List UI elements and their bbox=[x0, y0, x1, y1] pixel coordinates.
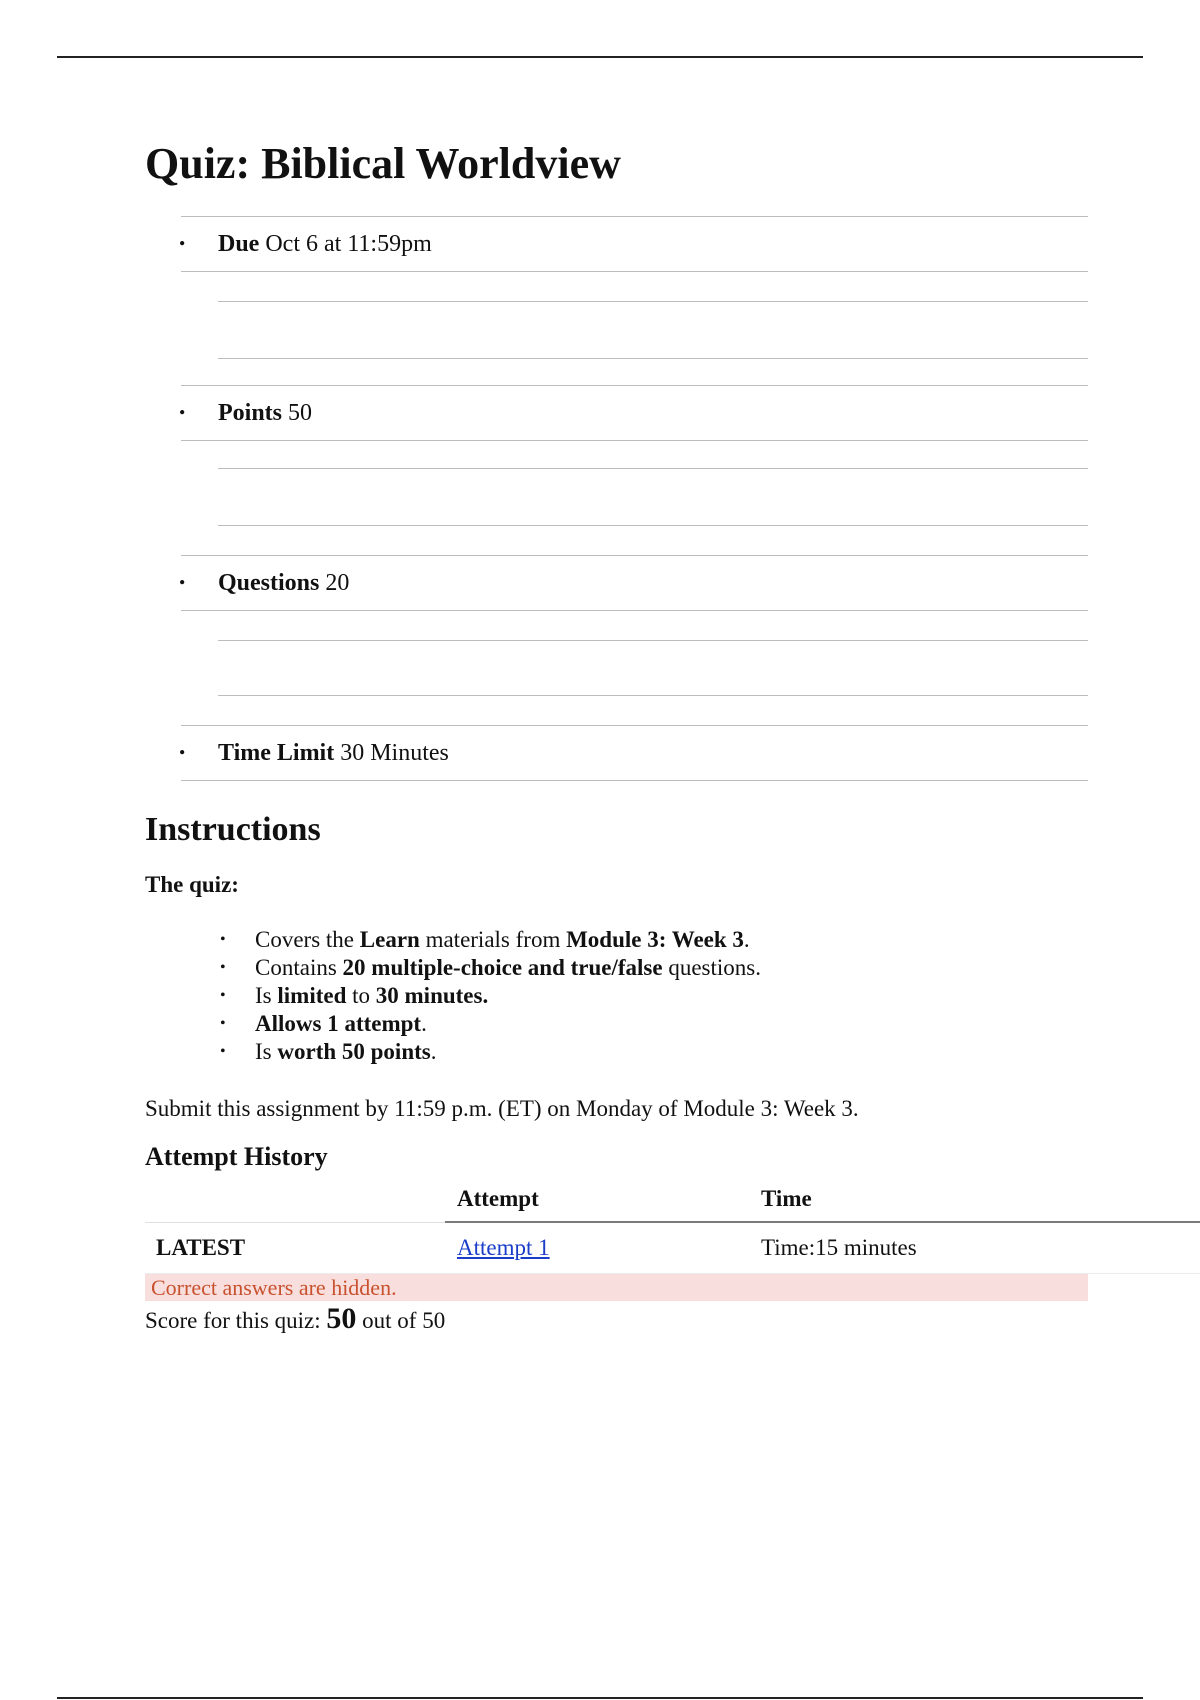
detail-row bbox=[181, 725, 1088, 781]
latest-label: LATEST bbox=[156, 1235, 246, 1260]
column-header-attempt: Attempt bbox=[457, 1186, 539, 1211]
instructions-list bbox=[220, 926, 761, 1066]
detail-row bbox=[181, 385, 1088, 441]
detail-label: Points bbox=[218, 399, 283, 426]
detail-value: 30 Minutes bbox=[340, 739, 449, 766]
score-suffix: out of 50 bbox=[356, 1308, 446, 1333]
answers-hidden-notice: Correct answers are hidden. bbox=[145, 1274, 1088, 1301]
text-run: Contains bbox=[255, 955, 343, 980]
detail-row bbox=[181, 216, 1088, 272]
quiz-details bbox=[181, 216, 1088, 781]
table-header-row bbox=[145, 1180, 1200, 1223]
detail-spacer bbox=[218, 272, 1088, 302]
text-run: Is bbox=[255, 1039, 278, 1064]
instructions-heading: Instructions bbox=[145, 811, 321, 848]
detail-gap bbox=[181, 526, 1088, 555]
score-value: 50 bbox=[326, 1302, 357, 1335]
detail-text bbox=[218, 400, 312, 427]
table-row bbox=[145, 1223, 1200, 1274]
instructions-intro: The quiz: bbox=[145, 872, 239, 897]
detail-spacer bbox=[218, 611, 1088, 641]
detail-gap bbox=[181, 696, 1088, 725]
detail-value: Oct 6 at 11:59pm bbox=[265, 230, 432, 257]
score-prefix: Score for this quiz: bbox=[145, 1308, 327, 1333]
list-item bbox=[220, 1038, 761, 1066]
page-title: Quiz: Biblical Worldview bbox=[145, 139, 621, 188]
text-run: materials from bbox=[419, 927, 567, 952]
detail-time-limit bbox=[181, 725, 1088, 781]
list-item bbox=[220, 954, 761, 982]
text-run: questions. bbox=[662, 955, 761, 980]
text-run-bold: worth 50 points bbox=[277, 1039, 431, 1064]
list-item bbox=[220, 1010, 761, 1038]
text-run-bold: 20 multiple-choice and true/false bbox=[342, 955, 663, 980]
detail-spacer bbox=[218, 641, 1088, 696]
text-run: . bbox=[430, 1039, 437, 1064]
attempt-history-heading: Attempt History bbox=[145, 1142, 328, 1171]
detail-text bbox=[218, 570, 349, 597]
detail-label: Time Limit bbox=[218, 739, 335, 766]
submit-note: Submit this assignment by 11:59 p.m. (ET) on Monday of Module 3: Week 3. bbox=[145, 1096, 859, 1121]
detail-row bbox=[181, 555, 1088, 611]
detail-spacer bbox=[218, 441, 1088, 469]
bottom-rule bbox=[57, 1697, 1143, 1699]
detail-label: Due bbox=[218, 230, 260, 257]
column-header-time: Time bbox=[761, 1186, 812, 1211]
attempt-1-link[interactable]: Attempt 1 bbox=[457, 1235, 550, 1260]
text-run-bold: 30 minutes. bbox=[375, 983, 489, 1008]
bullet-icon: • bbox=[179, 742, 186, 763]
quiz-score bbox=[145, 1302, 445, 1338]
detail-spacer bbox=[218, 469, 1088, 526]
detail-spacer bbox=[218, 302, 1088, 359]
bullet-icon: • bbox=[179, 233, 186, 254]
detail-questions bbox=[181, 555, 1088, 725]
text-run-bold: Module 3: Week 3 bbox=[566, 927, 744, 952]
text-run-bold: limited bbox=[277, 983, 347, 1008]
list-item bbox=[220, 982, 761, 1010]
detail-label: Questions bbox=[218, 569, 320, 596]
bullet-icon: • bbox=[179, 402, 186, 423]
text-run: Covers the bbox=[255, 927, 360, 952]
detail-points bbox=[181, 385, 1088, 555]
text-run-bold: Learn bbox=[359, 927, 420, 952]
attempt-history-table bbox=[145, 1180, 1200, 1274]
text-run: . bbox=[421, 1011, 427, 1036]
detail-value: 50 bbox=[288, 399, 313, 426]
detail-text bbox=[218, 231, 432, 258]
detail-text bbox=[218, 740, 449, 767]
bullet-icon: • bbox=[179, 572, 186, 593]
text-run-bold: Allows 1 attempt bbox=[255, 1011, 422, 1036]
text-run: . bbox=[743, 927, 750, 952]
list-item bbox=[220, 926, 761, 954]
detail-value: 20 bbox=[325, 569, 350, 596]
text-run: to bbox=[346, 983, 376, 1008]
attempt-time: Time:15 minutes bbox=[761, 1235, 917, 1260]
top-rule bbox=[57, 56, 1143, 58]
detail-gap bbox=[181, 359, 1088, 385]
text-run: Is bbox=[255, 983, 278, 1008]
detail-due bbox=[181, 216, 1088, 385]
